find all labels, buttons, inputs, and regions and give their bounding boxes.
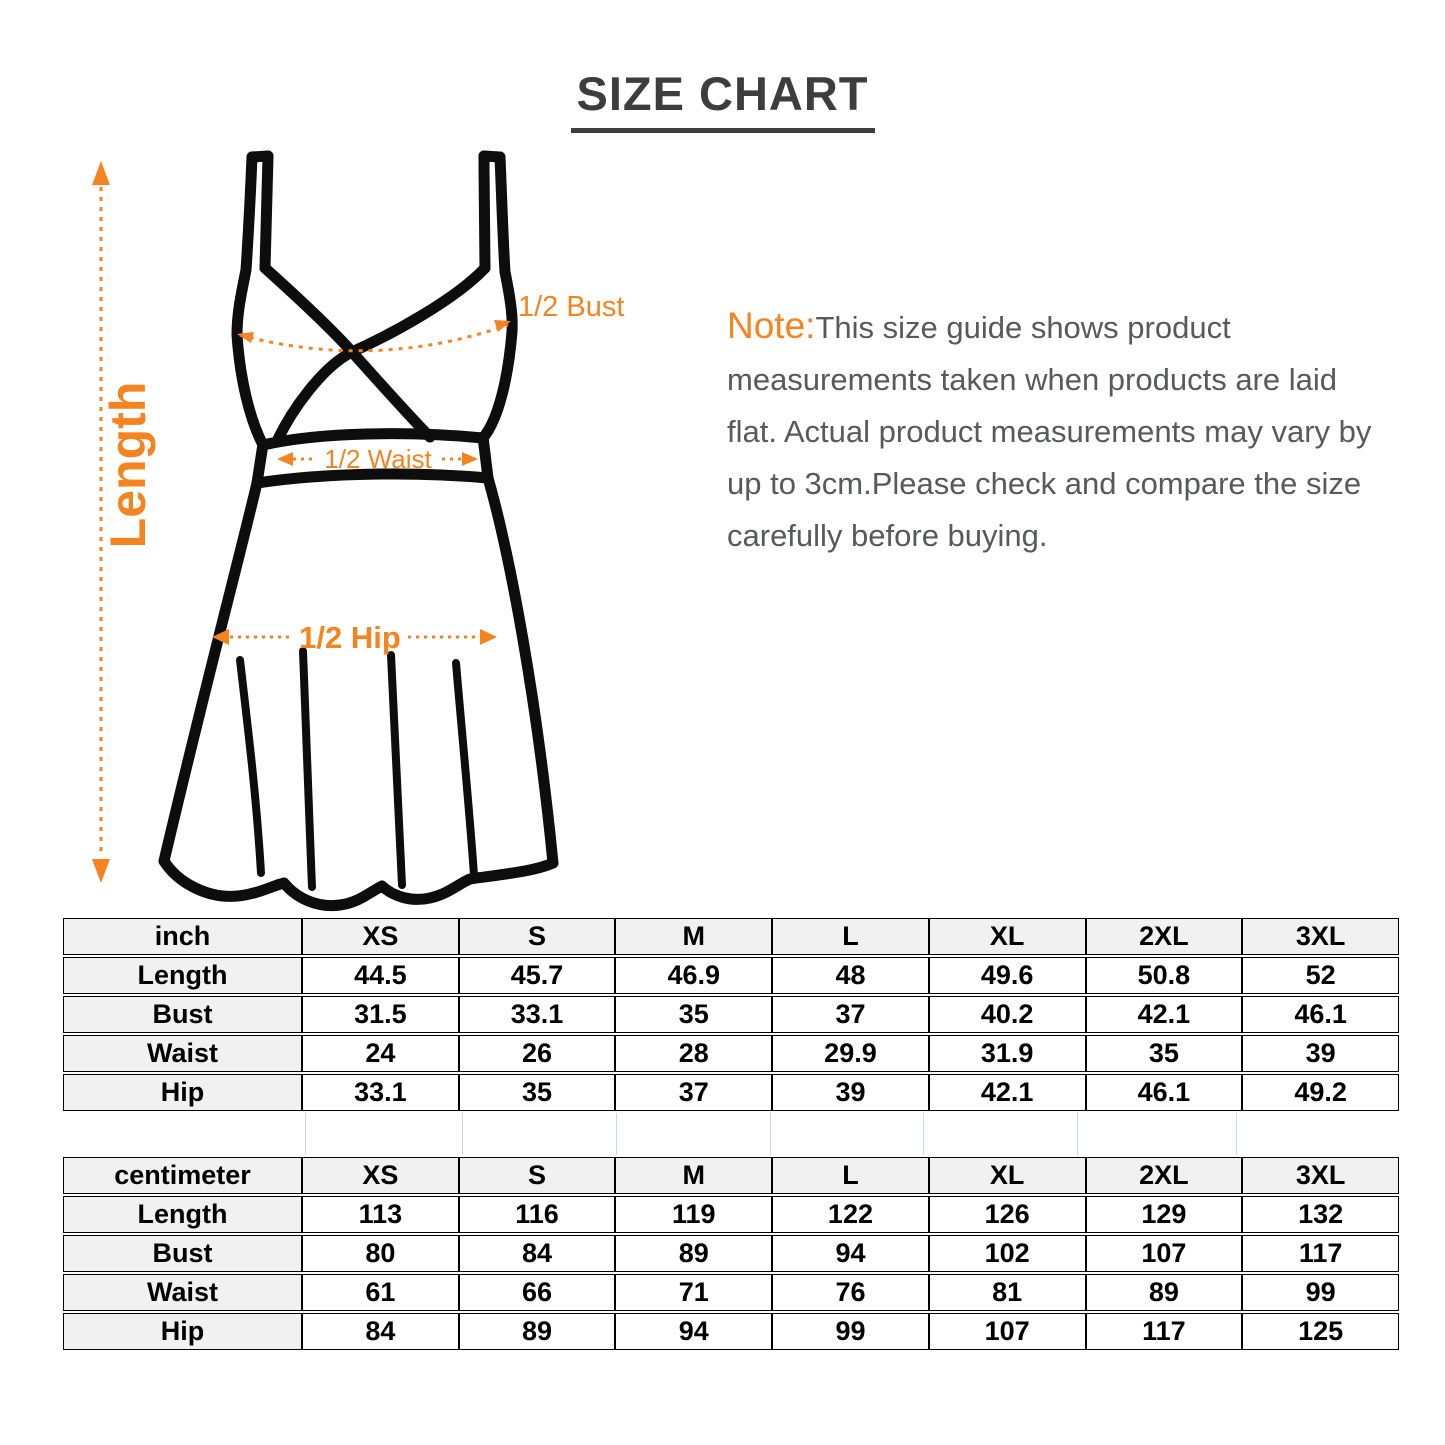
- value-cell: 102: [929, 1235, 1086, 1272]
- gap-gridline: [923, 1113, 924, 1155]
- value-cell: 76: [772, 1274, 929, 1311]
- unit-cell: centimeter: [63, 1157, 302, 1194]
- value-cell: 126: [929, 1196, 1086, 1233]
- label-cell: Bust: [63, 1235, 302, 1272]
- size-cell: M: [615, 918, 772, 955]
- value-cell: 37: [615, 1074, 772, 1111]
- value-cell: 31.9: [929, 1035, 1086, 1072]
- table-row: [63, 1074, 1399, 1111]
- table-header-row: [63, 918, 1399, 955]
- table-row: [63, 1274, 1399, 1311]
- value-cell: 99: [772, 1313, 929, 1350]
- value-cell: 46.1: [1242, 996, 1399, 1033]
- value-cell: 35: [1086, 1035, 1243, 1072]
- size-table-inch: [63, 916, 1399, 1113]
- value-cell: 29.9: [772, 1035, 929, 1072]
- size-cell: XL: [929, 918, 1086, 955]
- value-cell: 107: [929, 1313, 1086, 1350]
- label-cell: Waist: [63, 1274, 302, 1311]
- hip-label: 1/2 Hip: [299, 620, 401, 655]
- unit-cell: inch: [63, 918, 302, 955]
- value-cell: 44.5: [302, 957, 459, 994]
- note: [727, 300, 1389, 562]
- dress-outline: [164, 156, 553, 906]
- value-cell: 107: [1086, 1235, 1243, 1272]
- value-cell: 24: [302, 1035, 459, 1072]
- size-cell: S: [459, 1157, 616, 1194]
- value-cell: 28: [615, 1035, 772, 1072]
- label-cell: Waist: [63, 1035, 302, 1072]
- length-label: Length: [100, 381, 156, 549]
- table-row: [63, 1313, 1399, 1350]
- waist-label: 1/2 Waist: [324, 444, 432, 474]
- value-cell: 89: [1086, 1274, 1243, 1311]
- value-cell: 61: [302, 1274, 459, 1311]
- value-cell: 52: [1242, 957, 1399, 994]
- value-cell: 132: [1242, 1196, 1399, 1233]
- size-cell: L: [772, 918, 929, 955]
- value-cell: 113: [302, 1196, 459, 1233]
- size-cell: M: [615, 1157, 772, 1194]
- size-cell: XS: [302, 1157, 459, 1194]
- table-gap: [63, 1113, 1399, 1155]
- value-cell: 84: [302, 1313, 459, 1350]
- label-cell: Bust: [63, 996, 302, 1033]
- value-cell: 46.9: [615, 957, 772, 994]
- value-cell: 80: [302, 1235, 459, 1272]
- value-cell: 48: [772, 957, 929, 994]
- size-cell: XS: [302, 918, 459, 955]
- value-cell: 71: [615, 1274, 772, 1311]
- size-cell: 3XL: [1242, 1157, 1399, 1194]
- label-cell: Hip: [63, 1074, 302, 1111]
- dress-diagram: [60, 135, 700, 935]
- value-cell: 66: [459, 1274, 616, 1311]
- value-cell: 31.5: [302, 996, 459, 1033]
- table-row: [63, 996, 1399, 1033]
- table-header-row: [63, 1157, 1399, 1194]
- value-cell: 42.1: [1086, 996, 1243, 1033]
- gap-gridline: [305, 1113, 306, 1155]
- value-cell: 35: [459, 1074, 616, 1111]
- gap-gridline: [1077, 1113, 1078, 1155]
- value-cell: 117: [1242, 1235, 1399, 1272]
- value-cell: 49.2: [1242, 1074, 1399, 1111]
- page-title: SIZE CHART: [571, 66, 875, 133]
- value-cell: 39: [772, 1074, 929, 1111]
- gap-gridline: [616, 1113, 617, 1155]
- value-cell: 46.1: [1086, 1074, 1243, 1111]
- value-cell: 50.8: [1086, 957, 1243, 994]
- value-cell: 81: [929, 1274, 1086, 1311]
- title-bar: [0, 66, 1445, 133]
- value-cell: 84: [459, 1235, 616, 1272]
- value-cell: 94: [615, 1313, 772, 1350]
- value-cell: 99: [1242, 1274, 1399, 1311]
- value-cell: 35: [615, 996, 772, 1033]
- value-cell: 116: [459, 1196, 616, 1233]
- size-cell: 2XL: [1086, 918, 1243, 955]
- value-cell: 42.1: [929, 1074, 1086, 1111]
- size-cell: XL: [929, 1157, 1086, 1194]
- size-cell: 2XL: [1086, 1157, 1243, 1194]
- table-row: [63, 1035, 1399, 1072]
- gap-gridline: [770, 1113, 771, 1155]
- value-cell: 125: [1242, 1313, 1399, 1350]
- value-cell: 45.7: [459, 957, 616, 994]
- size-cell: L: [772, 1157, 929, 1194]
- bust-label: 1/2 Bust: [518, 291, 625, 323]
- table-row: [63, 957, 1399, 994]
- size-cell: 3XL: [1242, 918, 1399, 955]
- table-row: [63, 1235, 1399, 1272]
- value-cell: 33.1: [459, 996, 616, 1033]
- value-cell: 49.6: [929, 957, 1086, 994]
- table-row: [63, 1196, 1399, 1233]
- value-cell: 33.1: [302, 1074, 459, 1111]
- value-cell: 40.2: [929, 996, 1086, 1033]
- gap-gridline: [1236, 1113, 1237, 1155]
- size-table-centimeter: [63, 1155, 1399, 1352]
- value-cell: 122: [772, 1196, 929, 1233]
- value-cell: 117: [1086, 1313, 1243, 1350]
- value-cell: 119: [615, 1196, 772, 1233]
- value-cell: 37: [772, 996, 929, 1033]
- value-cell: 94: [772, 1235, 929, 1272]
- value-cell: 39: [1242, 1035, 1399, 1072]
- label-cell: Hip: [63, 1313, 302, 1350]
- note-label: Note:: [727, 305, 816, 346]
- label-cell: Length: [63, 957, 302, 994]
- value-cell: 89: [459, 1313, 616, 1350]
- size-cell: S: [459, 918, 616, 955]
- gap-gridline: [462, 1113, 463, 1155]
- value-cell: 26: [459, 1035, 616, 1072]
- size-tables: [63, 916, 1399, 1352]
- note-body: This size guide shows product measurements taken when products are laid flat. Actual product measurements may vary by up to 3cm.Please check and compare the size carefully before buying.: [727, 310, 1372, 553]
- value-cell: 89: [615, 1235, 772, 1272]
- value-cell: 129: [1086, 1196, 1243, 1233]
- label-cell: Length: [63, 1196, 302, 1233]
